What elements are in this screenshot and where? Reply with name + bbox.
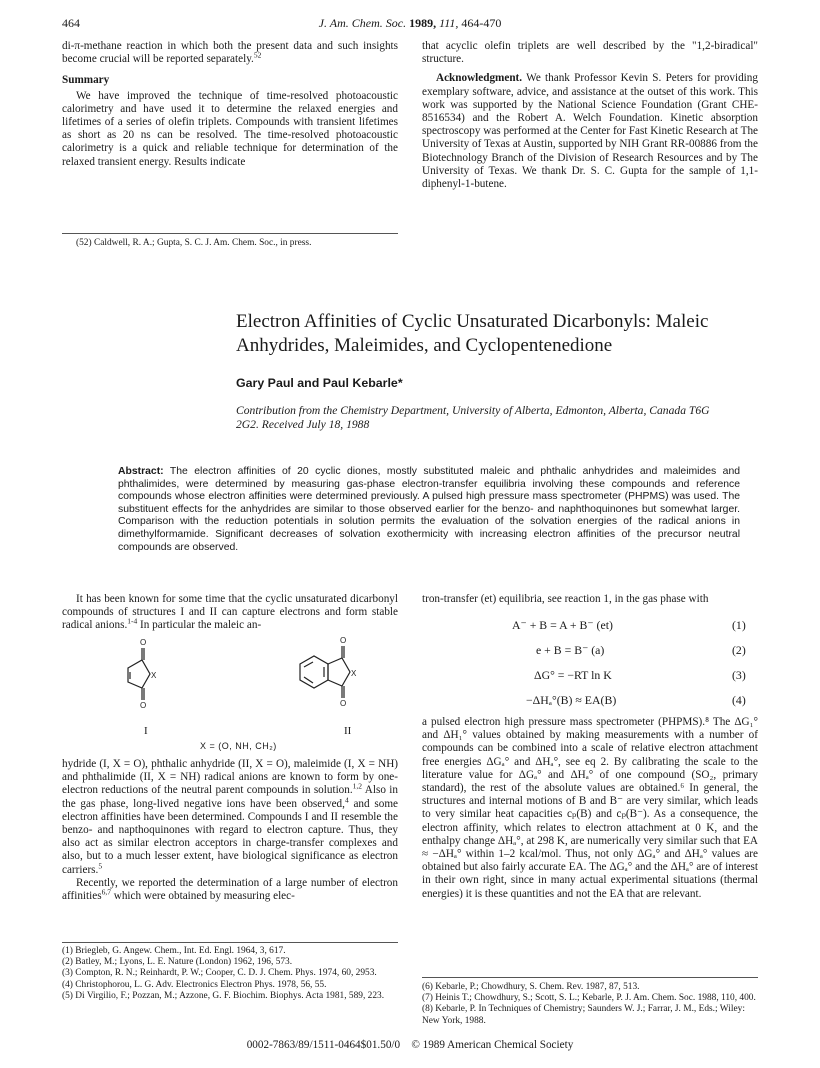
equation-1-number: (1) — [732, 618, 746, 632]
svg-text:X: X — [151, 671, 157, 680]
ack-heading: Acknowledgment. — [436, 72, 523, 85]
page-footer — [0, 1039, 820, 1051]
summary-text: We have improved the technique of time-resolved photoacoustic calorimetry and have used it to determine the relaxed energies and lifetimes of a series of olefin triplets. Compounds with transient lifetimes as short as 20 ns can be resolved. The time-resolved photoacoustic calorimetry is a quick and reliable technique for determination of the relaxed transient energy. Results indicate — [62, 89, 398, 168]
footnotes-left — [62, 946, 398, 1002]
prev-article-right-column — [422, 40, 758, 191]
footnote-2: (2) Batley, M.; Lyons, L. E. Nature (London) 1962, 196, 573. — [62, 957, 293, 968]
svg-text:X: X — [351, 669, 357, 678]
svg-text:O: O — [340, 636, 347, 645]
page-number: 464 — [62, 16, 80, 30]
abstract — [118, 466, 740, 554]
body-left-main — [62, 758, 398, 903]
footnote-5: (5) Di Virgilio, F.; Pozzan, M.; Azzone, G. F. Biochim. Biophys. Acta 1981, 589, 223. — [62, 990, 385, 1001]
equation-2: e + B = B⁻ (a) — [536, 643, 605, 657]
footnote-3: (3) Compton, R. N.; Reinhardt, P. W.; Cooper, C. D. J. Chem. Phys. 1974, 60, 2953. — [62, 968, 377, 979]
journal-year: 1989, — [409, 16, 437, 30]
footer-copyright: © 1989 American Chemical Society — [411, 1039, 574, 1051]
journal-name: J. Am. Chem. Soc. — [318, 16, 407, 30]
intro-paragraph-1: It has been known for some time that the cyclic unsaturated dicarbonyl compounds of structures I and II can capture electrons and form stable radical anions.$^{1-4}$ In particular the maleic an- — [62, 593, 398, 632]
structure-ii-ring — [328, 658, 350, 686]
footnote-4: (4) Christophorou, L. G. Adv. Electronics Electron Phys. 1978, 56, 55. — [62, 979, 327, 990]
footnote-rule-right — [422, 977, 758, 978]
footnote-8: (8) Kebarle, P. In Techniques of Chemistry; Saunders W. J.; Farrar, J. M., Eds.; Wiley: New York, 1988. — [422, 1004, 745, 1026]
article-title: Electron Affinities of Cyclic Unsaturated Dicarbonyls: Maleic Anhydrides, Maleimides, and Cyclopentenedione — [236, 311, 709, 356]
structure-x-label: X = (O, NH, CH₂) — [200, 741, 277, 751]
summary-heading: Summary — [62, 74, 110, 87]
footnote-rule-left — [62, 942, 398, 943]
prev-continuation-right: that acyclic olefin triplets are well described by the "1,2-biradical" structure. — [422, 40, 758, 66]
svg-text:O: O — [140, 701, 147, 710]
equation-4: −ΔHₐ°(B) ≈ EA(B) — [526, 693, 617, 707]
svg-text:O: O — [140, 638, 147, 647]
intro-paragraph-3: Recently, we reported the determination of a large number of electron affinities$^{6,7}$ which were obtained by measuring elec- — [62, 876, 398, 903]
footnote-52: (52) Caldwell, R. A.; Gupta, S. C. J. Am. Chem. Soc., in press. — [76, 238, 312, 248]
structure-i-ring — [128, 660, 150, 688]
body-right-main: a pulsed electron high pressure mass spectrometer (PHPMS).⁸ The ΔG₁° and ΔH₁° values obtained by making measurements with a number of compounds can be combined into a scale of relative electron attachment free energies ΔGₐ° and ΔHₐ°, see eq 2. By calibrating the scale to the literature value for ΔGₐ° and ΔHₐ° of one compound (SO₂, primary standard), the rest of the absolute values are obtained.⁶ In general, the structures and internal motions of B and B⁻ are very similar, which leads to very similar heat capacities cₚ(B) and cₚ(B⁻). As a consequence, the electron affinity, which relates to electron attachment at 0 K, and the enthalpy change ΔHₐ°, at 298 K, are numerically very similar such that EA ≈ −ΔHₐ° within 1–2 kcal/mol. Thus, not only ΔGₐ° and ΔHₐ° values are obtained but also fairly accurate EA. The ΔGₐ° and the ΔHₐ° are of interest in their own right, since in many actual experimental situations (thermal energies) it is these quantities and not the EA that are relevant. — [422, 716, 758, 900]
svg-text:O: O — [340, 699, 347, 708]
running-header — [0, 16, 820, 31]
abstract-label: Abstract: — [118, 466, 164, 477]
structure-i-label: I — [144, 725, 148, 737]
article-affiliation: Contribution from the Chemistry Department, University of Alberta, Edmonton, Alberta, Canada T6G 2G2. Received July 18, 1988 — [236, 404, 710, 431]
chemical-structures — [100, 634, 400, 722]
footnote-rule-top-left — [62, 233, 398, 234]
ack-text: We thank Professor Kevin S. Peters for providing exemplary software, advice, and assistance at the outset of this work. This work was supported by the National Science Foundation (Grant CHE-8516534) and the Robert A. Welch Foundation. Kinetic absorption spectroscopy was performed at the Center for Fast Kinetic Research at The University of Texas at Austin, supported by NIH Grant RR-00886 from the Biotechnology Branch of the Division of Research Resources and by The University of Texas. We thank Dr. S. C. Gupta for the sample of 1,1-diphenyl-1-butene. — [422, 72, 758, 191]
equation-1: A⁻ + B = A + B⁻ (et) — [512, 618, 613, 632]
structure-ii-label: II — [344, 725, 352, 737]
intro-paragraph-2: hydride (I, X = O), phthalic anhydride (II, X = O), maleimide (I, X = NH) and phthalimide (II, X = NH) radical anions are known to form by one-electron reductions of the neutral parent compounds in solution.$^{1,2}$ Also in the gas phase, long-lived negative ions have been observed,$^4$ and some electron affinities have been determined. Compounds I and II resemble the benzo- and napthoquinones with regard to electron capture. Thus, they also act as similar electron acceptors in charge-transfer complexes and also, but to a much lesser extent, have biological significance as electron carriers.$^5$ — [62, 758, 398, 876]
prev-continuation-left: di-π-methane reaction in which both the present data and such insights become crucial will be reported separately.$^{52}$ — [62, 40, 398, 66]
footnote-7: (7) Heinis T.; Chowdhury, S.; Scott, S. L.; Kebarle, P. J. Am. Chem. Soc. 1988, 110, 400. — [422, 993, 756, 1004]
footer-code: 0002-7863/89/1511-0464$01.50/0 — [246, 1039, 401, 1051]
journal-volume: 111, — [439, 16, 459, 30]
article-authors: Gary Paul and Paul Kebarle* — [236, 376, 403, 390]
equation-3: ΔG° = −RT ln K — [534, 668, 612, 682]
prev-article-left-column — [62, 40, 398, 169]
footnote-1: (1) Briegleb, G. Angew. Chem., Int. Ed. Engl. 1964, 3, 617. — [62, 946, 286, 956]
body-left-intro — [62, 593, 398, 633]
body-right-lead: tron-transfer (et) equilibria, see reaction 1, in the gas phase with — [422, 593, 709, 605]
equation-2-number: (2) — [732, 643, 746, 657]
abstract-text: The electron affinities of 20 cyclic diones, mostly substituted maleic and phthalic anhydrides and maleimides and phthalimides, were determined by measuring gas-phase electron-transfer equilibria involving these compounds and reference compounds whose electron affinities were determined previously. A pulsed high pressure mass spectrometer (PHPMS) was used. The substituent effects for the anhydrides are similar to those observed earlier for the benzo- and naphthoquinones but somewhat larger. Comparison with the reduction potentials in solution permits the evaluation of the solvation energies of the radical anions in dimethylformamide. Significant decreases of solvation exothermicity with increasing electron affinities of the precursor neutral compounds are observed. — [118, 466, 741, 553]
journal-pages: 464-470 — [461, 16, 502, 30]
acknowledgment — [422, 72, 758, 191]
equation-3-number: (3) — [732, 668, 746, 682]
footnote-6: (6) Kebarle, P.; Chowdhury, S. Chem. Rev. 1987, 87, 513. — [422, 982, 640, 992]
footnotes-right — [422, 982, 758, 1027]
equation-4-number: (4) — [732, 693, 746, 707]
